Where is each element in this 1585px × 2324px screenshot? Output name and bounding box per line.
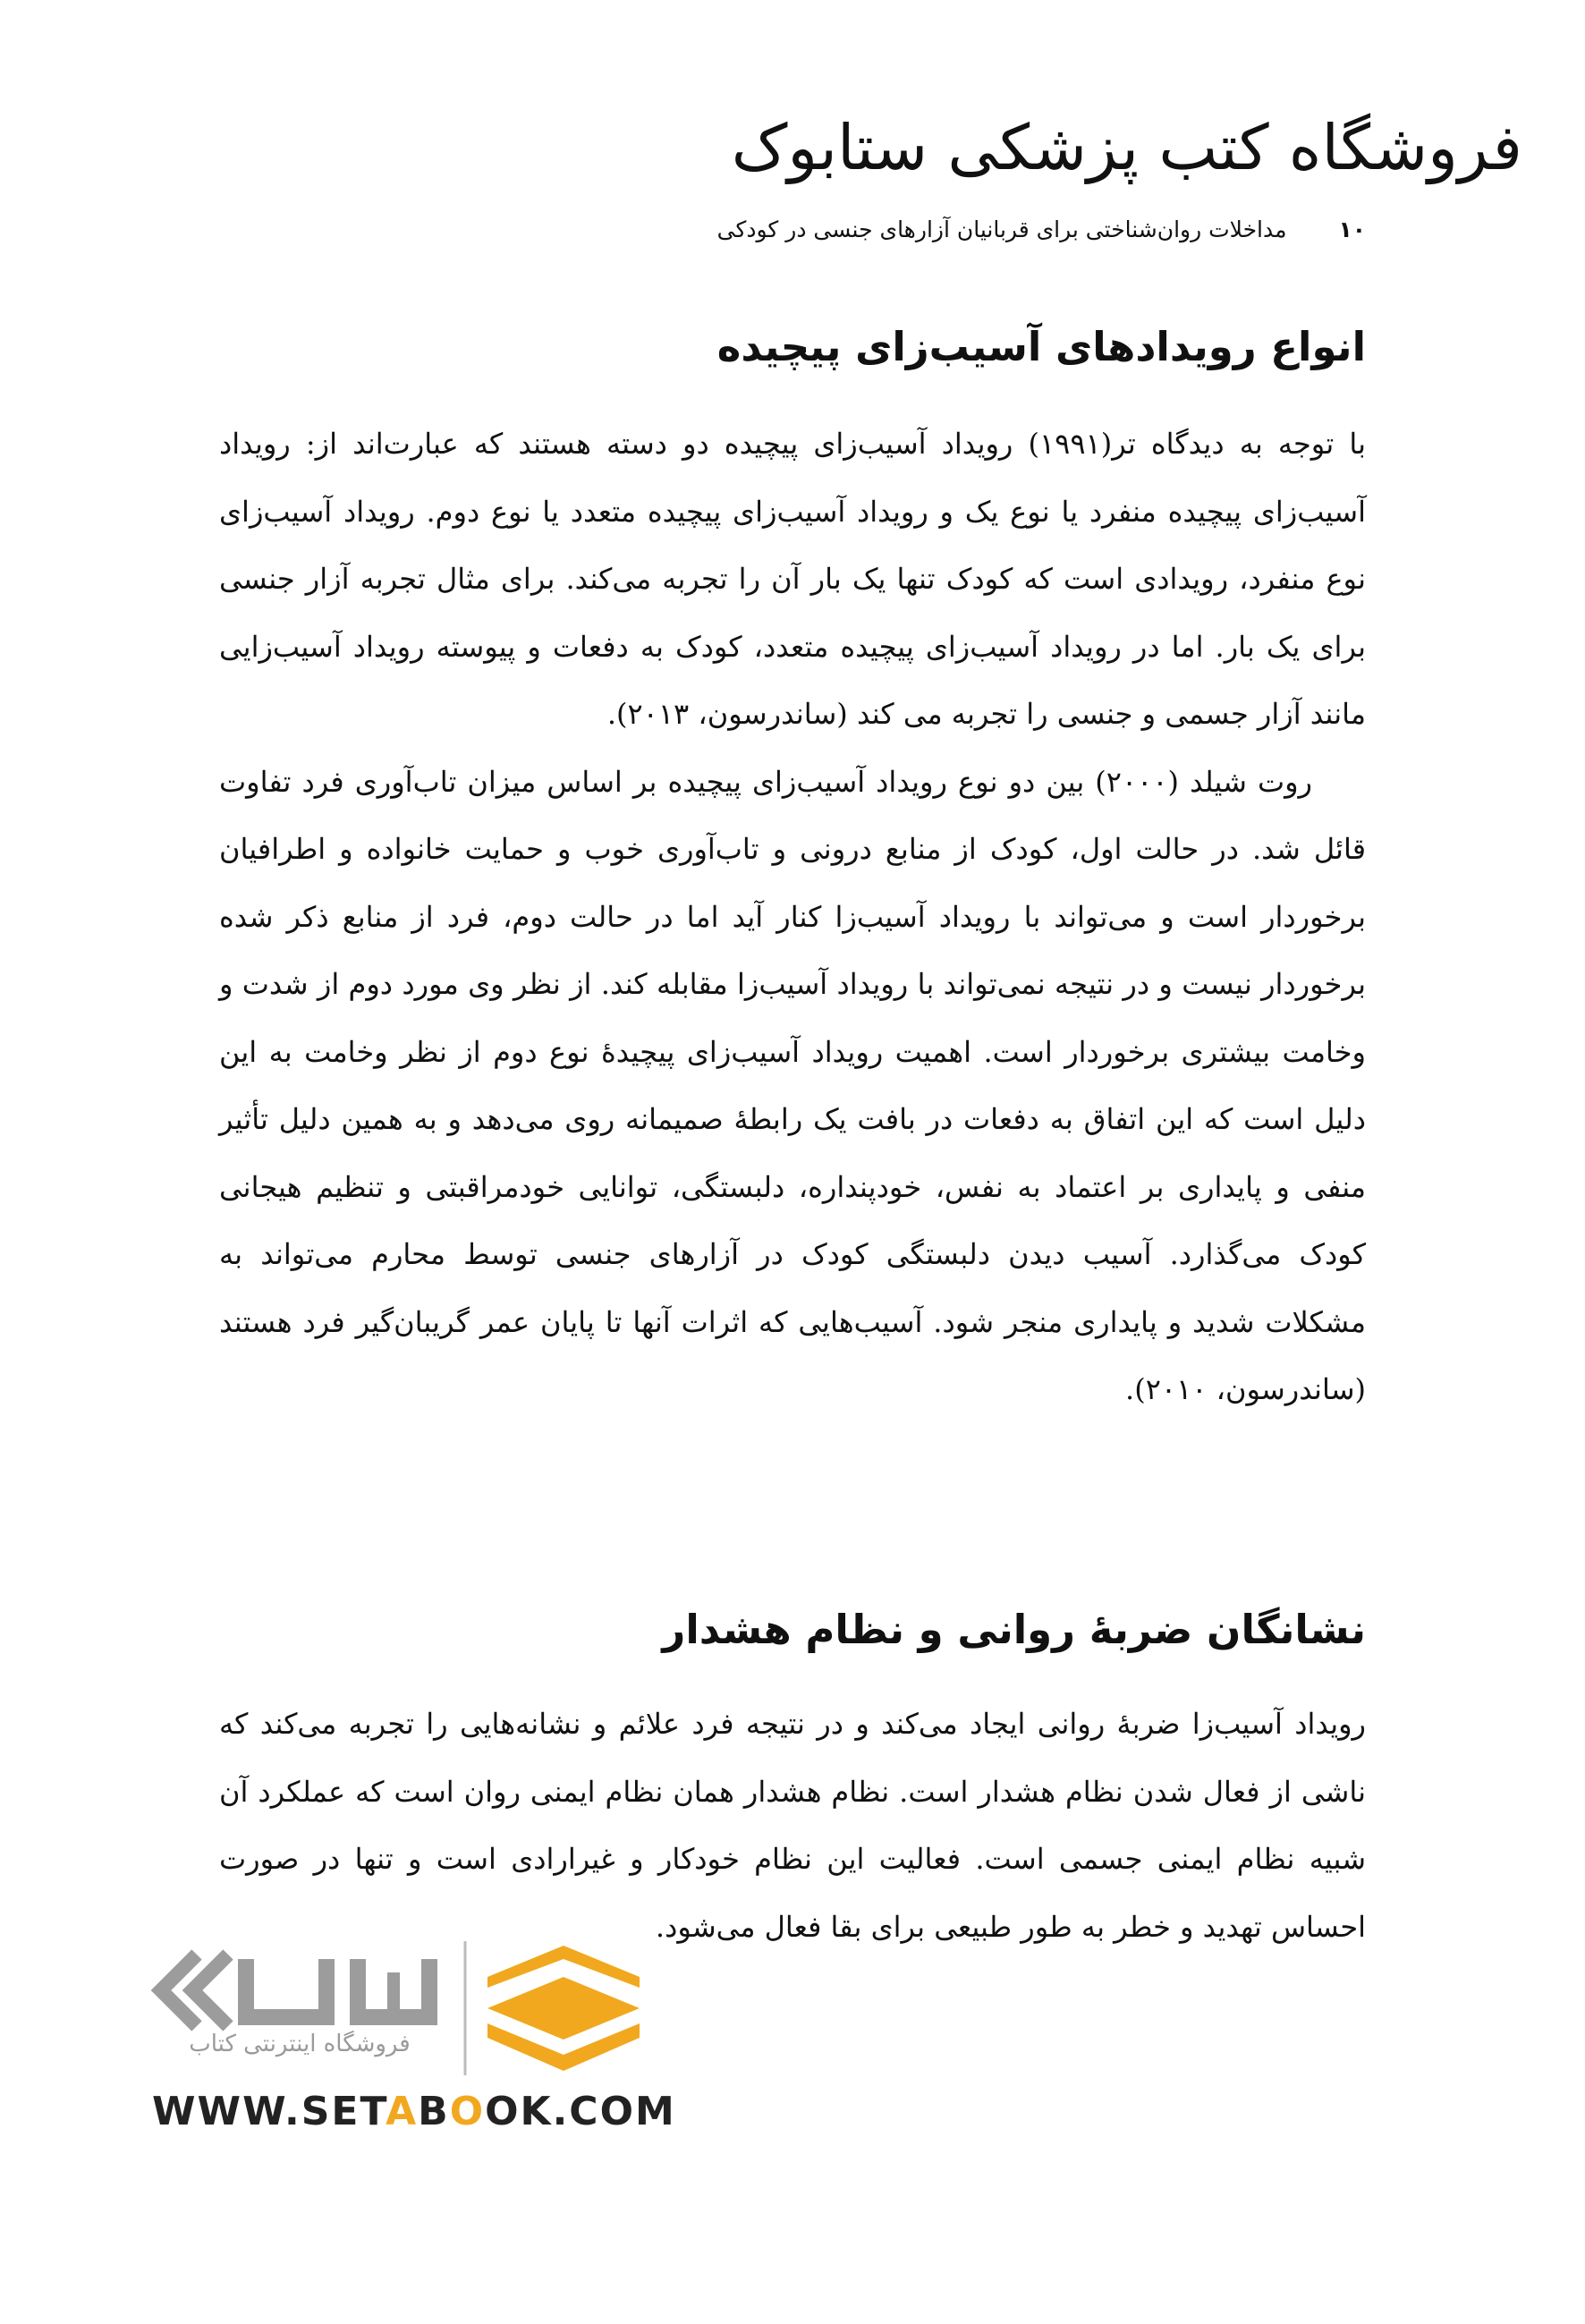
running-header [203,208,1366,252]
url-part-highlight: A [386,2089,419,2134]
paragraph: با توجه به دیدگاه تر(۱۹۹۱) رویداد آسیب‌زای پیچیده دو دسته هستند که عبارت‌اند از: رویداد آسیب‌زای پیچیده منفرد یا نوع یک و رویداد آسیب‌زای پیچیده متعدد یا نوع دوم. رویداد آسیب‌زای نوع منفرد، رویدادی است که کودک تنها یک بار آن را تجربه می‌کند. برای مثال تجربه آزار جنسی برای یک بار. اما در رویداد آسیب‌زای پیچیده متعدد، کودک به دفعات و پیوسته رویداد آسیب‌زایی مانند آزار جسمی و جنسی را تجربه می کند (ساندرسون، ۲۰۱۳). [219,427,1367,731]
page-number: ۱۰ [1338,216,1366,242]
url-part: B [418,2089,450,2134]
section-title-complex-trauma-types: انواع رویدادهای آسیب‌زای پیچیده [716,323,1366,370]
watermark-url [152,2089,676,2134]
setabook-logo-icon [134,1923,671,2084]
url-part: WWW.SET [152,2089,386,2134]
book-title: مداخلات روان‌شناختی برای قربانیان آزارهای جنسی در کودکی [716,216,1287,242]
section-body-complex-trauma-types [219,411,1366,1424]
setabook-watermark [134,1923,676,2147]
store-banner: فروشگاه کتب پزشکی ستابوک [731,111,1522,184]
watermark-tagline: فروشگاه اینترنتی کتاب [189,2031,411,2057]
paragraph: رویداد آسیب‌زا ضربهٔ روانی ایجاد می‌کند و در نتیجه فرد علائم و نشانه‌هایی را تجربه می‌کند که ناشی از فعال شدن نظام هشدار است. نظام هشدار همان نظام ایمنی روان است که عملکرد آن شبیه نظام ایمنی جسمی است. فعالیت این نظام خودکار و غیرارادی است و تنها در صورت احساس تهدید و خطر به طور طبیعی برای بقا فعال می‌شود. [219,1707,1367,1944]
url-part-highlight: O [449,2089,486,2134]
paragraph: روت شیلد (۲۰۰۰) بین دو نوع رویداد آسیب‌زای پیچیده بر اساس میزان تاب‌آوری فرد تفاوت قائل شد. در حالت اول، کودک از منابع درونی و تاب‌آوری خوب و حمایت خانواده و اطرافیان برخوردار است و می‌تواند با رویداد آسیب‌زا کنار آید اما در حالت دوم، فرد از منابع ذکر شده برخوردار نیست و در نتیجه نمی‌تواند با رویداد آسیب‌زا مقابله کند. از نظر وی مورد دوم از شدت و وخامت بیشتری برخوردار است. اهمیت رویداد آسیب‌زای پیچیدهٔ نوع دوم از نظر وخامت به این دلیل است که این اتفاق به دفعات در بافت یک رابطهٔ صمیمانه روی می‌دهد و به همین دلیل تأثیر منفی و پایداری بر اعتماد به نفس، خودپنداره، دلبستگی، توانایی خودمراقبتی و تنظیم هیجانی کودک می‌گذارد. آسیب دیدن دلبستگی کودک در آزارهای جنسی توسط محارم می‌تواند به مشکلات شدید و پایداری منجر شود. آسیب‌هایی که اثرات آنها تا پایان عمر گریبان‌گیر فرد هستند (ساندرسون، ۲۰۱۰). [219,764,1367,1406]
url-part: OK.COM [485,2089,676,2134]
section-body-trauma-syndrome [219,1691,1366,1961]
section-title-trauma-syndrome: نشانگان ضربهٔ روانی و نظام هشدار [662,1606,1366,1653]
